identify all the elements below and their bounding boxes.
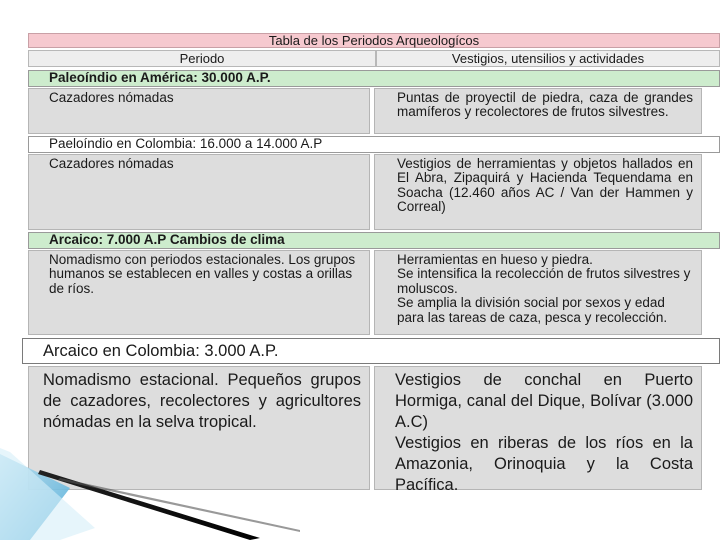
table-title: Tabla de los Periodos Arqueologícos	[28, 33, 720, 48]
period-paleoindio-colombia: Paeloíndio en Colombia: 16.000 a 14.000 A.P	[28, 136, 720, 153]
cell-right-3-line-2: Se intensifica la recolección de frutos silvestres y moluscos.	[397, 266, 691, 296]
cell-right-4	[374, 366, 702, 494]
period-paleoindio-america: Paleoíndio en América: 30.000 A.P.	[28, 70, 720, 87]
cell-left-2-text: Cazadores nómadas	[49, 156, 174, 171]
period-arcaico: Arcaico: 7.000 A.P Cambios de clima	[28, 232, 720, 249]
cell-left-2	[28, 154, 370, 230]
cell-right-1	[374, 88, 702, 134]
cell-right-2	[374, 154, 702, 230]
cell-right-1-text: Puntas de proyectil de piedra, caza de grandes mamíferos y recolectores de frutos silvestres.	[397, 90, 693, 120]
cell-right-3	[374, 250, 702, 335]
cell-left-4-text: Nomadismo estacional. Pequeños grupos de cazadores, recolectores y agricultores nómadas en la selva tropical.	[43, 371, 361, 431]
cell-right-3-line-3: Se amplia la división social por sexos y edad para las tareas de caza, pesca y recolección.	[397, 295, 668, 325]
cell-right-4-line-1: Vestigios de conchal en Puerto Hormiga, canal del Dique, Bolívar (3.000 A.C)	[395, 371, 693, 431]
cell-left-3	[28, 250, 370, 335]
period-arcaico-colombia: Arcaico en Colombia: 3.000 A.P.	[22, 338, 720, 364]
cell-left-3-text: Nomadismo con periodos estacionales. Los grupos humanos se establecen en valles y costas a orillas de ríos.	[49, 252, 356, 296]
slide-swoosh-decoration	[0, 448, 300, 540]
column-header-periodo: Periodo	[28, 50, 376, 67]
column-header-vestigios: Vestigios, utensilios y actividades	[376, 50, 720, 67]
cell-right-4-line-2: Vestigios en riberas de los ríos en la Amazonia, Orinoquia y la Costa Pacífica.	[395, 434, 693, 494]
cell-left-1-text: Cazadores nómadas	[49, 90, 174, 105]
cell-right-3-line-1: Herramientas en hueso y piedra.	[397, 252, 593, 267]
cell-right-2-text: Vestigios de herramientas y objetos hallados en El Abra, Zipaquirá y Hacienda Tequendama en Soacha (12.460 años AC / Van der Hammen y Correal)	[397, 156, 693, 215]
cell-left-1	[28, 88, 370, 134]
